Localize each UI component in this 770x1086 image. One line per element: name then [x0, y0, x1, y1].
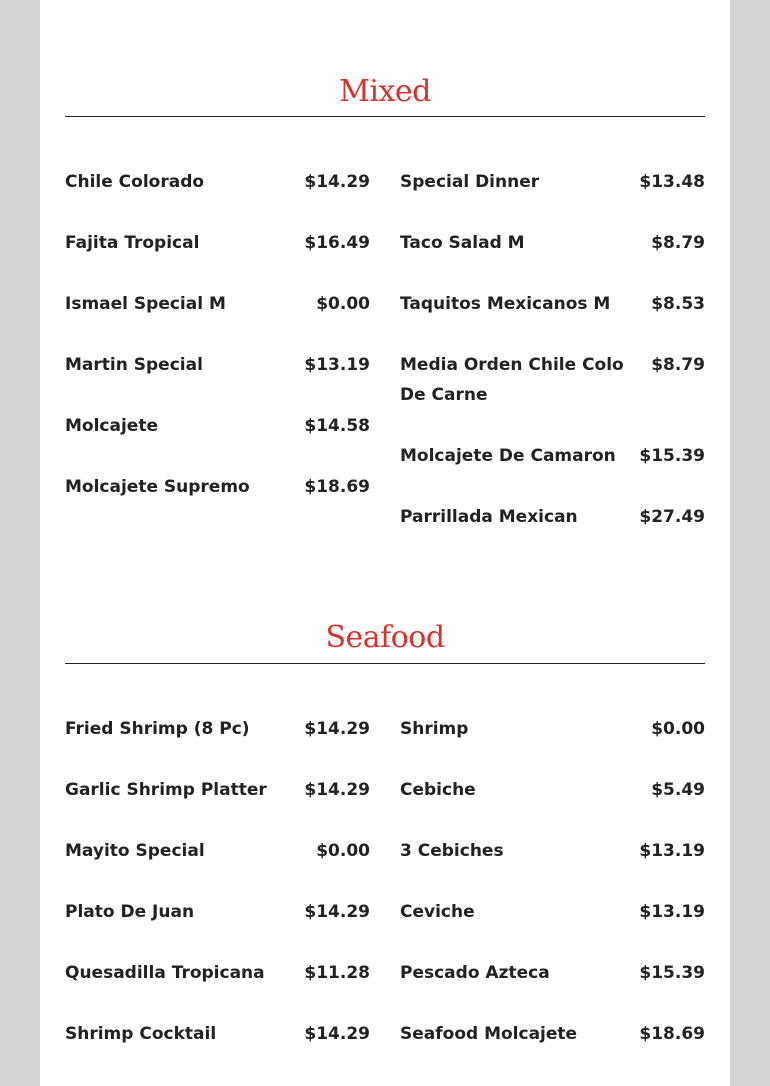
item-name: Taco Salad M — [400, 233, 525, 253]
item-name: Pescado Azteca — [400, 963, 550, 983]
item-name: Shrimp Cocktail — [65, 1024, 217, 1044]
menu-item — [400, 714, 705, 744]
item-name: Plato De Juan — [65, 902, 195, 922]
item-name: Molcajete — [65, 416, 158, 436]
section-title: Mixed — [339, 74, 431, 109]
item-name: Ismael Special M — [65, 294, 226, 314]
menu-item — [400, 1019, 705, 1049]
menu-item — [65, 289, 370, 319]
menu-item — [65, 228, 370, 258]
item-name: Media Orden Chile Colo De Carne — [400, 355, 624, 405]
item-price: $8.53 — [651, 294, 705, 314]
menu-item — [400, 775, 705, 805]
item-price: $13.19 — [304, 355, 370, 375]
menu-item — [65, 167, 370, 197]
item-price: $18.69 — [304, 477, 370, 497]
item-price: $16.49 — [304, 233, 370, 253]
item-name: Shrimp — [400, 719, 469, 739]
menu-item — [400, 350, 705, 410]
item-price: $14.29 — [304, 780, 370, 800]
item-price: $14.29 — [304, 172, 370, 192]
menu-item — [400, 167, 705, 197]
item-name: Fried Shrimp (8 Pc) — [65, 719, 250, 739]
item-price: $11.28 — [304, 963, 370, 983]
item-price: $0.00 — [651, 719, 705, 739]
menu-page — [40, 0, 730, 1086]
item-name: Taquitos Mexicanos M — [400, 294, 611, 314]
menu-item — [400, 441, 705, 471]
item-price: $27.49 — [639, 507, 705, 527]
menu-item — [65, 350, 370, 380]
menu-item — [65, 472, 370, 502]
item-price: $13.48 — [639, 172, 705, 192]
menu-item — [400, 958, 705, 988]
menu-item — [400, 289, 705, 319]
item-name: Fajita Tropical — [65, 233, 200, 253]
menu-item — [65, 958, 370, 988]
menu-item — [400, 897, 705, 927]
menu-column-right — [400, 714, 705, 1080]
item-price: $13.19 — [639, 902, 705, 922]
item-name: Special Dinner — [400, 172, 540, 192]
item-price: $5.49 — [651, 780, 705, 800]
item-price: $14.29 — [304, 902, 370, 922]
menu-item — [400, 228, 705, 258]
menu-item — [400, 502, 705, 532]
item-name: Martin Special — [65, 355, 203, 375]
item-price: $14.29 — [304, 1024, 370, 1044]
section-divider — [65, 116, 705, 117]
item-name: Cebiche — [400, 780, 476, 800]
section-divider — [65, 663, 705, 664]
item-name: Molcajete Supremo — [65, 477, 250, 497]
item-name: Quesadilla Tropicana — [65, 963, 265, 983]
item-price: $15.39 — [639, 963, 705, 983]
item-price: $14.29 — [304, 719, 370, 739]
section-title: Seafood — [325, 620, 445, 655]
menu-item — [65, 775, 370, 805]
menu-item — [65, 897, 370, 927]
item-name: 3 Cebiches — [400, 841, 504, 861]
item-name: Ceviche — [400, 902, 475, 922]
item-price: $8.79 — [651, 233, 705, 253]
menu-item — [65, 714, 370, 744]
item-name: Seafood Molcajete — [400, 1024, 578, 1044]
menu-item — [400, 836, 705, 866]
menu-item — [65, 836, 370, 866]
item-name: Parrillada Mexican — [400, 507, 578, 527]
menu-column-left — [65, 714, 370, 1080]
item-price: $13.19 — [639, 841, 705, 861]
item-price: $0.00 — [316, 294, 370, 314]
menu-item — [65, 411, 370, 441]
item-name: Chile Colorado — [65, 172, 205, 192]
menu-column-left — [65, 167, 370, 533]
item-price: $15.39 — [639, 446, 705, 466]
item-name: Garlic Shrimp Platter — [65, 780, 267, 800]
item-price: $8.79 — [651, 355, 705, 375]
menu-item — [65, 1019, 370, 1049]
item-name: Mayito Special — [65, 841, 205, 861]
item-price: $18.69 — [639, 1024, 705, 1044]
item-price: $14.58 — [304, 416, 370, 436]
item-price: $0.00 — [316, 841, 370, 861]
item-name: Molcajete De Camaron — [400, 446, 616, 466]
menu-column-right — [400, 167, 705, 563]
